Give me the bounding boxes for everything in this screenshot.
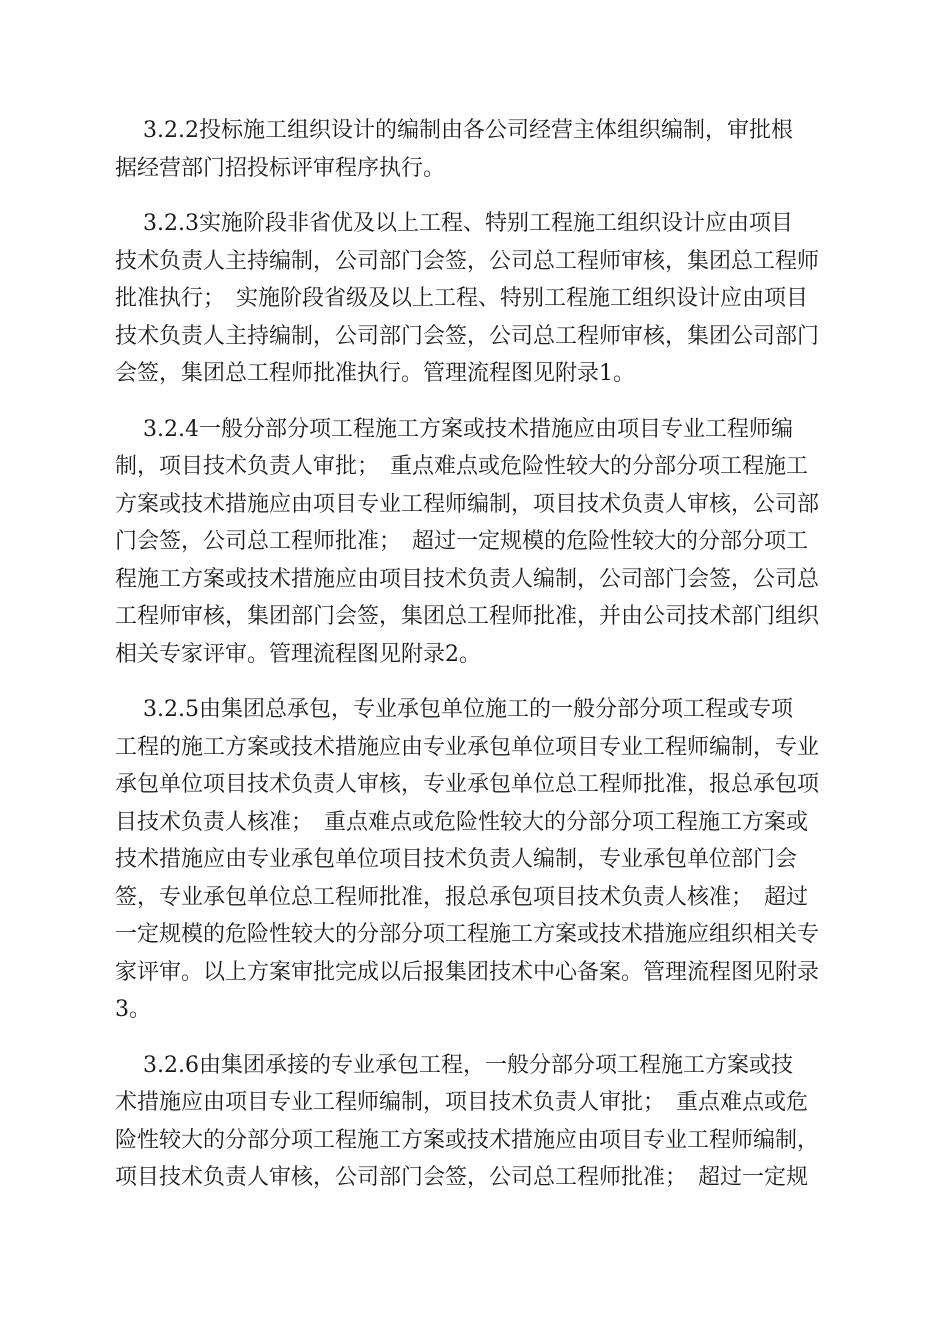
paragraph-line: 3.2.5由集团总承包，专业承包单位施工的一般分部分项工程或专项 (115, 697, 793, 722)
paragraph-line: 3。 (115, 997, 151, 1022)
paragraph-3-2-2 (115, 112, 835, 187)
paragraph-line: 据经营部门招投标评审程序执行。 (115, 155, 446, 181)
paragraph-line: 相关专家评审。管理流程图见附录2。 (115, 641, 481, 667)
paragraph-line: 程施工方案或技术措施应由项目技术负责人编制，公司部门会签，公司总 (115, 566, 820, 592)
paragraph-line: 3.2.4一般分部分项工程施工方案或技术措施应由项目专业工程师编 (115, 416, 793, 442)
paragraph-line: 批准执行； 实施阶段省级及以上工程、特别工程施工组织设计应由项目 (115, 286, 809, 311)
paragraph-line: 技术负责人主持编制，公司部门会签，公司总工程师审核，集团公司部门 (115, 323, 820, 349)
paragraph-line: 会签，集团总工程师批准执行。管理流程图见附录1。 (115, 361, 635, 386)
paragraph-line: 项目技术负责人审核，公司部门会签，公司总工程师批准； 超过一定规 (115, 1165, 809, 1190)
paragraph-3-2-4 (115, 411, 835, 674)
paragraph-line: 术措施应由项目专业工程师编制，项目技术负责人审批； 重点难点或危 (115, 1090, 809, 1115)
paragraph-line: 方案或技术措施应由项目专业工程师编制，项目技术负责人审核，公司部 (115, 491, 820, 517)
document-body (115, 112, 835, 1215)
paragraph-line: 工程的施工方案或技术措施应由专业承包单位项目专业工程师编制，专业 (115, 734, 820, 760)
paragraph-line: 签，专业承包单位总工程师批准，报总承包项目技术负责人核准； 超过 (115, 884, 809, 910)
paragraph-3-2-6 (115, 1047, 835, 1197)
paragraph-line: 工程师审核，集团部门会签，集团总工程师批准，并由公司技术部门组织 (115, 604, 820, 629)
paragraph-3-2-3 (115, 205, 835, 393)
paragraph-3-2-5 (115, 691, 835, 1029)
paragraph-line: 承包单位项目技术负责人审核，专业承包单位总工程师批准，报总承包项 (115, 772, 820, 797)
paragraph-line: 3.2.2投标施工组织设计的编制由各公司经营主体组织编制，审批根 (115, 118, 793, 143)
paragraph-line: 制，项目技术负责人审批； 重点难点或危险性较大的分部分项工程施工 (115, 454, 809, 479)
paragraph-line: 家评审。以上方案审批完成以后报集团技术中心备案。管理流程图见附录 (115, 959, 820, 985)
paragraph-line: 门会签，公司总工程师批准； 超过一定规模的危险性较大的分部分项工 (115, 529, 809, 554)
paragraph-line: 3.2.6由集团承接的专业承包工程，一般分部分项工程施工方案或技 (115, 1052, 793, 1078)
paragraph-line: 目技术负责人核准； 重点难点或危险性较大的分部分项工程施工方案或 (115, 809, 809, 835)
paragraph-line: 险性较大的分部分项工程施工方案或技术措施应由项目专业工程师编制， (115, 1127, 820, 1153)
paragraph-line: 技术措施应由专业承包单位项目技术负责人编制，专业承包单位部门会 (115, 847, 798, 872)
paragraph-line: 3.2.3实施阶段非省优及以上工程、特别工程施工组织设计应由项目 (115, 211, 793, 236)
paragraph-line: 技术负责人主持编制，公司部门会签，公司总工程师审核，集团总工程师 (115, 248, 820, 274)
paragraph-line: 一定规模的危险性较大的分部分项工程施工方案或技术措施应组织相关专 (115, 922, 820, 947)
